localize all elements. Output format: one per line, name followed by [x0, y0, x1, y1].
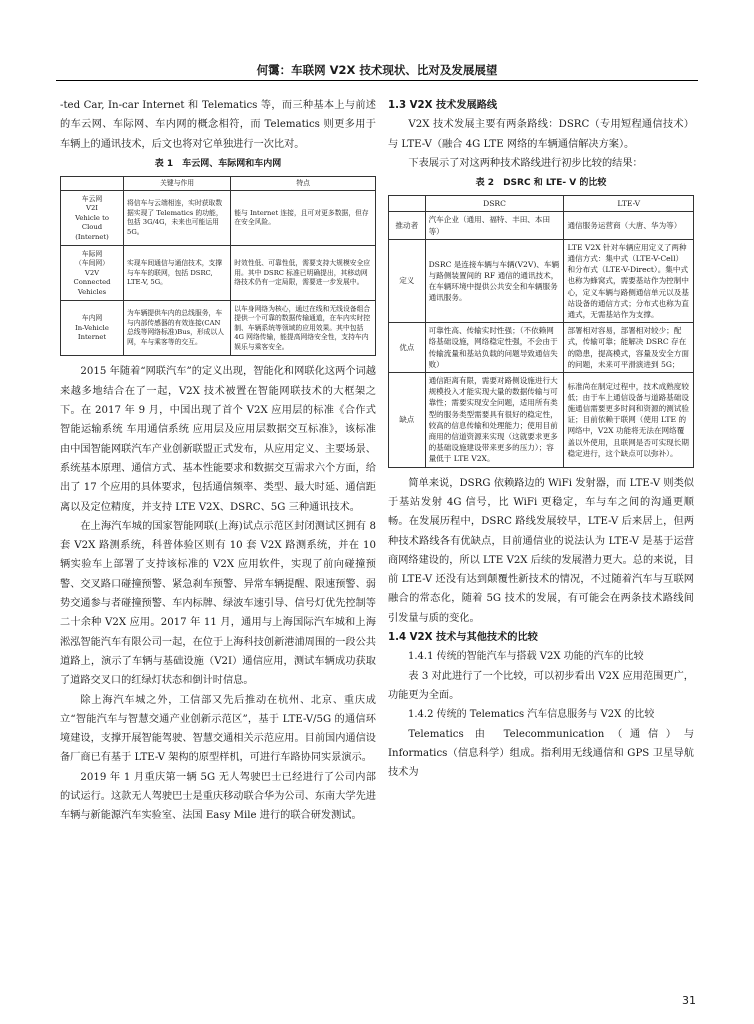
- paragraph: 2015 年随着“网联汽车”的定义出现，智能化和网联化这两个词越来越多地结合在了一起，V2X 技术被置在智能网联技术的大框架之下。在 2017 年 9 月，中国出现了首个 V2X 应用层的标准《合作式智能运输系统 车用通信系统 应用层及应用层数据交互标准》，该标准由中国智能网联汽车产业创新联盟正式发布，从应用定义、主要场景、系统基本原理、通信方式、基本性能要求和数据交互需求六个方面，给出了 17 个应用的具体要求，包括通信频率、类型、最大时延、通信距离以及定位精度，并支持 LTE V2X、DSRC、5G 三种通讯技术。: [60, 366, 376, 513]
- table-row: [389, 323, 694, 373]
- left-column: [60, 96, 376, 826]
- table1: [60, 176, 376, 357]
- table1-caption: 表 1 车云网、车际网和车内网: [154, 158, 282, 169]
- table2-caption: 表 2 DSRC 和 LTE- V 的比较: [475, 178, 607, 189]
- row-label: 定义: [389, 239, 426, 322]
- table-cell: 通信服务运营商（大唐、华为等）: [564, 212, 694, 239]
- paragraph: 除上海汽车城之外，工信部又先后推动在杭州、北京、重庆成立“智能汽车与智慧交通产业创新示范区”，基于 LTE-V/5G 的通信环境建设，支撑开展智能驾驶、智慧交通相关示范应用。目前国内通信设备厂商已有基于 LTE-V 架构的原型样机，可进行车路协同实景演示。: [60, 694, 376, 764]
- table2: [388, 195, 694, 467]
- header-rule: [56, 80, 698, 81]
- table-cell: DSRC 是连接车辆与车辆(V2V)、车辆与路侧装置间的 RF 通信的通讯技术，在车辆环境中提供公共安全和车辆服务通讯服务。: [425, 239, 564, 322]
- table-cell: 为车辆提供车内的总线服务，车与内部传感器的有效连接(CAN 总线等网络标准)Bus，形成以人网，车与乘客等的交互。: [124, 301, 231, 356]
- paragraph: Telematics 由 Telecommunication（通信）与 Informatics（信息科学）组成。指利用无线通信和 GPS 卫星导航技术为: [388, 728, 694, 779]
- table-header-cell: 特点: [231, 176, 376, 191]
- table-row: [389, 239, 694, 322]
- table-cell: LTE V2X 针对车辆应用定义了两种通信方式：集中式（LTE-V-Cell）和分布式（LTE-V-Direct）。集中式也称为蜂窝式，需要基站作为控制中心，定义车辆与路侧通信单元以及基站设备的通信方式；分布式也称为直通式，无需基站作为支撑。: [564, 239, 694, 322]
- table-header-cell: LTE-V: [564, 196, 694, 212]
- table-header-cell: DSRC: [425, 196, 564, 212]
- paragraph: 表 3 对此进行了一个比较，可以初步看出 V2X 应用范围更广，功能更为全面。: [388, 670, 694, 701]
- table-header-cell: 关键与作用: [124, 176, 231, 191]
- row-label: 车际网 （车间网） V2V Connected Vehicles: [61, 246, 124, 301]
- subsection-heading: 1.4.1 传统的智能汽车与搭载 V2X 功能的汽车的比较: [408, 651, 644, 663]
- row-label: 优点: [389, 323, 426, 373]
- row-label: 推动者: [389, 212, 426, 239]
- page-number: 31: [682, 994, 696, 1007]
- paragraph: 在上海汽车城的国家智能网联(上海)试点示范区封闭测试区拥有 8 套 V2X 路测系统，科普体验区则有 10 套 V2X 路测系统，并在 10 辆实验车上部署了支持该标准的 V2X 应用软件，实现了前向碰撞预警、交叉路口碰撞预警、紧急刹车预警、异常车辆提醒、限速预警、弱势交通参与者碰撞预警、车内标牌、绿波车速引导、信号灯优先控制等二十余种 V2X 应用。2017 年 11 月，通用与上海国际汽车城和上海淞泓智能汽车有限公司一起，在位于上海科技创新港浦周围的一段公共道路上，演示了车辆与基础设施（V2I）通信应用，测试车辆成功获取了道路交叉口的红绿灯状态和倒计时信息。: [60, 520, 376, 687]
- paragraph: 简单来说，DSRG 依赖路边的 WiFi 发射器，而 LTE-V 则类似于基站发射 4G 信号，比 WiFi 更稳定，车与车之间的沟通更顺畅。在发展历程中，DSRC 路线发展较早，LTE-V 后来居上，但两种技术路线各有优缺点，目前通信业的说法认为 LTE-V 是基于运营商网络建设的，所以 LTE V2X 后续的发展潜力更大。总的来说，目前 LTE-V 还没有达到颠覆性新技术的情况，不过随着汽车与互联网融合的常态化，随着 5G 技术的发展，有可能会在两条技术路线间引发量与质的变化。: [388, 477, 694, 624]
- table-cell: 时效性低、可靠性低，需要支持大规模安全应用。其中 DSRC 标准已明确提出，其移动网络技术仍有一定局限，需要进一步发展中。: [231, 246, 376, 301]
- paragraph: V2X 技术发展主要有两条路线：DSRC（专用短程通信技术）与 LTE-V（融合 4G LTE 网络的车辆通信解决方案）。: [388, 119, 694, 150]
- row-label: 车内网 In-Vehicle Internet: [61, 301, 124, 356]
- table-cell: 能与 Internet 连接，且可对更多数据，但存在安全风险。: [231, 191, 376, 246]
- table-row: [389, 212, 694, 239]
- row-label: 缺点: [389, 373, 426, 468]
- table-row: [61, 301, 376, 356]
- table-row: [389, 373, 694, 468]
- table-header-cell: [389, 196, 426, 212]
- paragraph: 2019 年 1 月重庆第一辆 5G 无人驾驶巴士已经进行了公司内部的试运行。这款无人驾驶巴士是重庆移动联合华为公司、东南大学先进车辆与新能源汽车实验室、法国 Easy Mile 进行的联合研发测试。: [60, 771, 376, 822]
- table-cell: 标准尚在制定过程中，技术成熟度较低；由于车上通信设备与道路基础设施通信需要更多时间和资源的测试验证；目前依赖于联网（使用 LTE 的网络中，V2X 功能将无法在网络覆盖以外使用，且联网是否可实现长期稳定进行，这个缺点可以弥补）。: [564, 373, 694, 468]
- paragraph: 下表展示了对这两种技术路线进行初步比较的结果：: [408, 157, 643, 169]
- section-heading: 1.4 V2X 技术与其他技术的比较: [388, 632, 538, 644]
- table-header-row: [389, 196, 694, 212]
- table-cell: 将信车与云端相连，实时获取数据实现了 Telematics 的功能，包括 3G/4G，未来也可能运用 5G。: [124, 191, 231, 246]
- row-label: 车云网 V2I Vehicle to Cloud (Internet): [61, 191, 124, 246]
- table-header-cell: [61, 176, 124, 191]
- table-row: [61, 246, 376, 301]
- table-cell: 汽车企业（通用、福特、丰田、本田等）: [425, 212, 564, 239]
- table-cell: 通信距离有限，需要对路侧设施进行大规模投入才能实现大量的数据传输与可靠性；需要实现安全问题，适用所有类型的服务类型需要具有很好的稳定性，较高的信息传输和处理能力；使用目前商用的信道资源来实现（这就要求更多的基础设施建设带来更多的压力）；容量低于 LTE V2X。: [425, 373, 564, 468]
- table-cell: 实现车间通信与通信技术，支撑与车车的联网，包括 DSRC, LTE-V, 5G。: [124, 246, 231, 301]
- table-cell: 部署相对容易，部署相对较少；配式，传输可靠；能解决 DSRC 存在的隐患，提高模式，容量及安全方面的问题，未来可平滑演进到 5G；: [564, 323, 694, 373]
- paragraph: -ted Car, In-car Internet 和 Telematics 等，而三种基本上与前述的车云网、车际网、车内网的概念相符，而 Telematics 则更多用于车辆上的通讯技术，后文也将对它单独进行一次比对。: [60, 100, 376, 150]
- table-header-row: [61, 176, 376, 191]
- right-column: [388, 96, 694, 782]
- subsection-heading: 1.4.2 传统的 Telematics 汽车信息服务与 V2X 的比较: [408, 709, 655, 721]
- running-header: 何霭：车联网 V2X 技术现状、比对及发展展望: [256, 63, 498, 77]
- section-heading: 1.3 V2X 技术发展路线: [388, 100, 498, 111]
- table-cell: 可靠性高、传输实时性强；（不依赖网络基础设施，网络稳定性强，不会由于传输流量和基站负载的问题导致通信失败）: [425, 323, 564, 373]
- table-row: [61, 191, 376, 246]
- table-cell: 以车身网络为核心，通过在线和无线设备组合提供一个可靠的数据传输通道，在车内实时控制、车辆系统等领域的应用效果。其中包括 4G 网络传输，能提高网络安全性，支持车内娱乐与乘客安全。: [231, 301, 376, 356]
